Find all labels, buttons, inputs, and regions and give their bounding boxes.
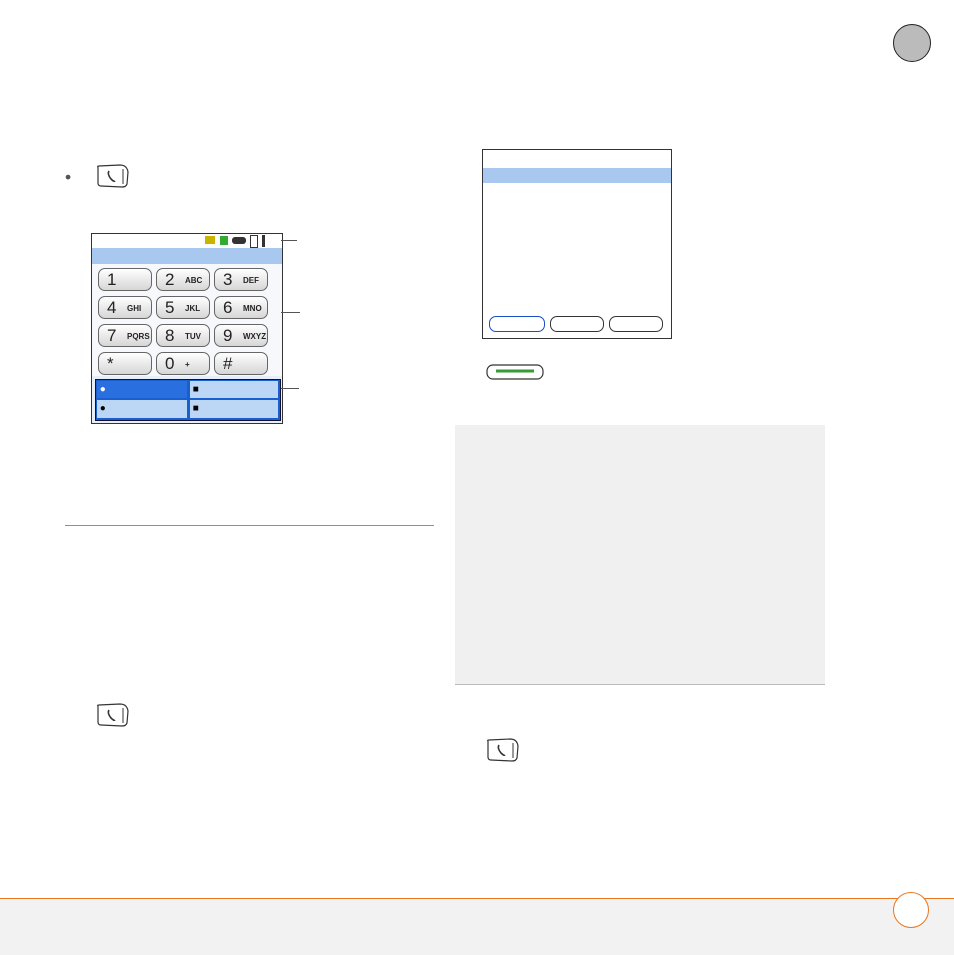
status-bar: [92, 234, 282, 248]
cancel-button[interactable]: [609, 316, 663, 332]
dial-key-letters: MNO: [243, 304, 262, 313]
dial-key-letters: JKL: [185, 304, 201, 313]
dial-key-digit: 8: [165, 326, 175, 345]
dial-key-6[interactable]: [214, 296, 268, 319]
battery-icon: [250, 235, 258, 248]
did-you-know-text: [471, 568, 821, 657]
footer-band: [0, 898, 954, 955]
dial-key-digit: 9: [223, 326, 233, 345]
tip-text: [471, 432, 821, 543]
dial-key-digit: #: [223, 354, 233, 373]
dial-key-hash[interactable]: [214, 352, 268, 375]
dial-key-1[interactable]: [98, 268, 152, 291]
dial-key-digit: 5: [165, 298, 175, 317]
step3: [455, 359, 835, 412]
time-date-bar-2: [483, 168, 671, 183]
dial-key-7[interactable]: [98, 324, 152, 347]
dial-key-letters: ABC: [185, 276, 203, 285]
dial-pad-screenshot: [482, 149, 672, 339]
favorite-bluetooth[interactable]: ●: [97, 400, 187, 418]
keyboard-step1: [455, 738, 835, 768]
dial-key-letters: WXYZ: [243, 332, 267, 341]
clear-button[interactable]: [550, 316, 604, 332]
intro-paragraph: [65, 552, 435, 624]
dial-key-digit: 7: [107, 326, 117, 345]
dial-key-9[interactable]: [214, 324, 268, 347]
message-icon: [205, 236, 215, 244]
dial-key-digit: 0: [165, 354, 175, 373]
dial-key-digit: 4: [107, 298, 117, 317]
dialed-number: [483, 150, 671, 168]
dial-key-letters: +: [185, 360, 190, 369]
favorite-call-log[interactable]: ■: [190, 400, 278, 418]
dial-key-letters: GHI: [127, 304, 142, 313]
dial-key-star[interactable]: [98, 352, 152, 375]
keyboard-step2: [455, 768, 835, 840]
dial-key-digit: 6: [223, 298, 233, 317]
callout-line-favorites: [281, 388, 299, 389]
dial-key-digit: 1: [107, 270, 117, 289]
dial-pad: [92, 264, 282, 376]
callout-line-status: [281, 240, 297, 241]
dial-key-digit: *: [107, 354, 114, 373]
dial-pad-2: [483, 183, 671, 291]
opening-bullet: •: [65, 164, 435, 218]
bluetooth-status-icon: [232, 237, 246, 244]
phone-button-icon: [96, 164, 130, 194]
time-date-bar: [92, 248, 282, 264]
phone-main-view-screenshot: [91, 233, 283, 424]
antenna-icon: [262, 235, 265, 247]
phone-button-icon: [486, 738, 520, 768]
page-number: [893, 892, 929, 928]
dial-key-8[interactable]: [156, 324, 210, 347]
title-rule: [65, 525, 434, 526]
dial-key-digit: 3: [223, 270, 233, 289]
dial-button[interactable]: [489, 316, 545, 332]
dial-key-0[interactable]: [156, 352, 210, 375]
chapter-number-badge: [893, 24, 931, 62]
favorite-contacts[interactable]: ■: [190, 381, 278, 398]
favorite-voicemail[interactable]: ●: [97, 381, 187, 398]
dial-key-letters: PQRS: [127, 332, 150, 341]
signal-icon: [220, 236, 228, 245]
dial-key-3[interactable]: [214, 268, 268, 291]
dial-key-letters: DEF: [243, 276, 259, 285]
dial-key-letters: TUV: [185, 332, 201, 341]
phone-button-icon: [96, 703, 130, 733]
favorite-buttons: [95, 379, 281, 421]
dial-key-4[interactable]: [98, 296, 152, 319]
dial-key-digit: 2: [165, 270, 175, 289]
dialpad-step2: [65, 733, 440, 781]
callout-line-dialpad: [281, 312, 300, 313]
dialpad-step1: [65, 703, 440, 733]
dial-key-5[interactable]: [156, 296, 210, 319]
send-button-icon: [486, 362, 544, 388]
dial-key-2[interactable]: [156, 268, 210, 291]
